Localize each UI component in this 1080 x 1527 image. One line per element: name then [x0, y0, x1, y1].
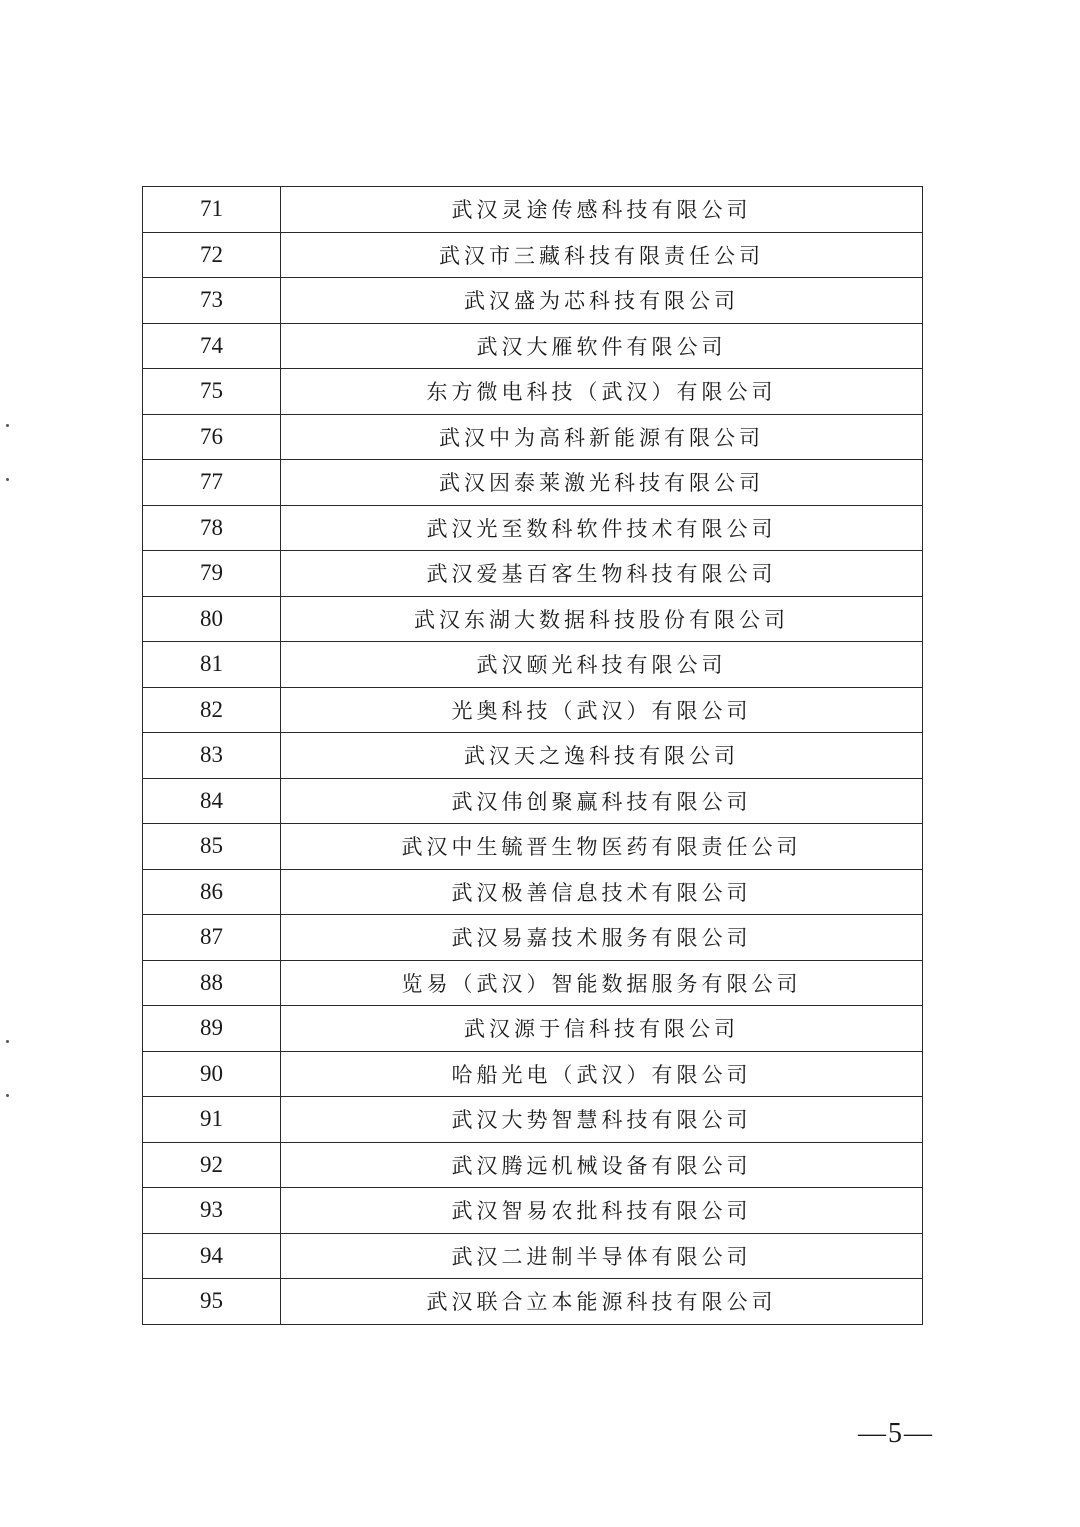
- row-number: 95: [143, 1279, 281, 1325]
- table-row: [143, 960, 923, 1006]
- company-list-table: [142, 186, 923, 1325]
- company-name: 武汉因泰莱激光科技有限公司: [281, 460, 923, 506]
- table-row: [143, 687, 923, 733]
- company-name: 武汉大势智慧科技有限公司: [281, 1097, 923, 1143]
- company-name: 光奥科技（武汉）有限公司: [281, 687, 923, 733]
- row-number: 89: [143, 1006, 281, 1052]
- row-number: 81: [143, 642, 281, 688]
- scan-mark: [6, 478, 9, 481]
- table-row: [143, 1279, 923, 1325]
- company-name: 武汉中为高科新能源有限公司: [281, 414, 923, 460]
- company-name: 武汉大雁软件有限公司: [281, 323, 923, 369]
- company-name: 武汉易嘉技术服务有限公司: [281, 915, 923, 961]
- row-number: 79: [143, 551, 281, 597]
- row-number: 72: [143, 232, 281, 278]
- table-row: [143, 1142, 923, 1188]
- company-name: 武汉市三藏科技有限责任公司: [281, 232, 923, 278]
- row-number: 85: [143, 824, 281, 870]
- row-number: 76: [143, 414, 281, 460]
- company-name: 武汉盛为芯科技有限公司: [281, 278, 923, 324]
- table-row: [143, 1233, 923, 1279]
- row-number: 88: [143, 960, 281, 1006]
- row-number: 86: [143, 869, 281, 915]
- table-row: [143, 642, 923, 688]
- table-row: [143, 1006, 923, 1052]
- row-number: 82: [143, 687, 281, 733]
- company-name: 武汉天之逸科技有限公司: [281, 733, 923, 779]
- company-name: 武汉腾远机械设备有限公司: [281, 1142, 923, 1188]
- table-row: [143, 551, 923, 597]
- scan-mark: [6, 1040, 9, 1043]
- row-number: 75: [143, 369, 281, 415]
- row-number: 92: [143, 1142, 281, 1188]
- company-name: 武汉伟创聚赢科技有限公司: [281, 778, 923, 824]
- company-name: 武汉二进制半导体有限公司: [281, 1233, 923, 1279]
- table-row: [143, 1051, 923, 1097]
- company-name: 武汉光至数科软件技术有限公司: [281, 505, 923, 551]
- row-number: 77: [143, 460, 281, 506]
- table-row: [143, 869, 923, 915]
- table-row: [143, 232, 923, 278]
- table-body: [143, 187, 923, 1325]
- row-number: 83: [143, 733, 281, 779]
- row-number: 91: [143, 1097, 281, 1143]
- row-number: 78: [143, 505, 281, 551]
- company-name: 武汉东湖大数据科技股份有限公司: [281, 596, 923, 642]
- company-name: 武汉联合立本能源科技有限公司: [281, 1279, 923, 1325]
- company-name: 哈船光电（武汉）有限公司: [281, 1051, 923, 1097]
- table-row: [143, 187, 923, 233]
- scan-mark: [6, 424, 9, 427]
- company-name: 武汉源于信科技有限公司: [281, 1006, 923, 1052]
- row-number: 71: [143, 187, 281, 233]
- row-number: 90: [143, 1051, 281, 1097]
- table-row: [143, 505, 923, 551]
- row-number: 73: [143, 278, 281, 324]
- table-row: [143, 824, 923, 870]
- company-name: 武汉极善信息技术有限公司: [281, 869, 923, 915]
- table-row: [143, 460, 923, 506]
- row-number: 87: [143, 915, 281, 961]
- company-name: 览易（武汉）智能数据服务有限公司: [281, 960, 923, 1006]
- row-number: 74: [143, 323, 281, 369]
- scan-mark: [6, 1094, 9, 1097]
- table-row: [143, 733, 923, 779]
- table-row: [143, 596, 923, 642]
- table-row: [143, 323, 923, 369]
- table-row: [143, 414, 923, 460]
- table-row: [143, 1097, 923, 1143]
- company-name: 武汉灵途传感科技有限公司: [281, 187, 923, 233]
- row-number: 93: [143, 1188, 281, 1234]
- page-number: —5—: [858, 1418, 934, 1449]
- table-row: [143, 278, 923, 324]
- company-name: 武汉智易农批科技有限公司: [281, 1188, 923, 1234]
- table-row: [143, 369, 923, 415]
- table-row: [143, 1188, 923, 1234]
- table-row: [143, 915, 923, 961]
- row-number: 94: [143, 1233, 281, 1279]
- company-name: 武汉中生毓晋生物医药有限责任公司: [281, 824, 923, 870]
- table-row: [143, 778, 923, 824]
- company-name: 东方微电科技（武汉）有限公司: [281, 369, 923, 415]
- row-number: 84: [143, 778, 281, 824]
- row-number: 80: [143, 596, 281, 642]
- company-name: 武汉颐光科技有限公司: [281, 642, 923, 688]
- company-name: 武汉爱基百客生物科技有限公司: [281, 551, 923, 597]
